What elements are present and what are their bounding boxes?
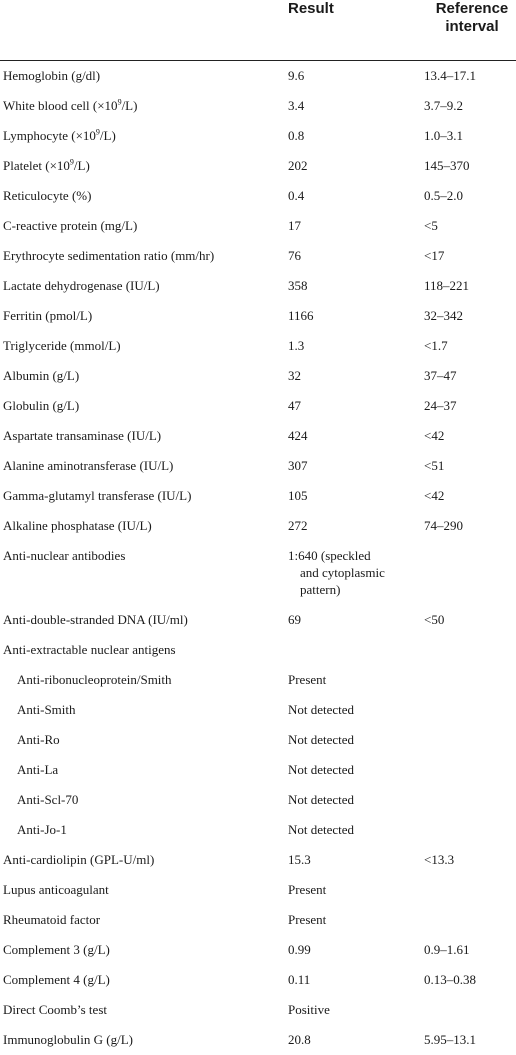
result-cell: Present <box>288 672 327 687</box>
parameter-cell: Anti-nuclear antibodies <box>3 548 126 563</box>
parameter-cell: Anti-La <box>17 762 59 777</box>
table-row <box>0 935 516 965</box>
result-cell: 0.11 <box>288 972 311 987</box>
result-cell: 76 <box>288 248 301 263</box>
result-cell: Not detected <box>288 762 355 777</box>
result-cell: Present <box>288 882 327 897</box>
parameter-cell: Complement 3 (g/L) <box>3 942 110 957</box>
parameter-cell: Immunoglobulin G (g/L) <box>3 1032 133 1047</box>
parameter-cell: Anti-Jo-1 <box>17 822 67 837</box>
table-row <box>0 121 516 151</box>
result-cell: 1.3 <box>288 338 305 353</box>
table-row <box>0 241 516 271</box>
reference-cell: <1.7 <box>424 338 448 353</box>
parameter-cell: Globulin (g/L) <box>3 398 80 413</box>
reference-cell: 74–290 <box>424 518 463 533</box>
parameter-cell: Gamma-glutamyl transferase (IU/L) <box>3 488 192 503</box>
result-cell: 105 <box>288 488 308 503</box>
exponent: 9 <box>69 157 74 167</box>
table-row <box>0 725 516 755</box>
reference-cell: <17 <box>424 248 445 263</box>
exponent: 9 <box>117 97 122 107</box>
table-row <box>0 511 516 541</box>
result-line: pattern) <box>300 582 341 597</box>
result-cell: 272 <box>288 518 308 533</box>
parameter-cell: Albumin (g/L) <box>3 368 80 383</box>
parameter-cell <box>3 121 116 151</box>
table-row <box>0 905 516 935</box>
table-row <box>0 541 516 605</box>
result-cell: 47 <box>288 398 301 413</box>
parameter-cell: Lupus anticoagulant <box>3 882 109 897</box>
parameter-cell: Erythrocyte sedimentation ratio (mm/hr) <box>3 248 215 263</box>
reference-cell: <42 <box>424 488 445 503</box>
parameter-cell: Anti-cardiolipin (GPL-U/ml) <box>3 852 155 867</box>
result-cell: 0.4 <box>288 188 305 203</box>
parameter-cell: Alanine aminotransferase (IU/L) <box>3 458 174 473</box>
table-row <box>0 331 516 361</box>
result-cell: 32 <box>288 368 301 383</box>
parameter-cell: Anti-Smith <box>17 702 76 717</box>
table-header <box>0 0 516 60</box>
result-cell <box>288 541 422 598</box>
reference-cell: 32–342 <box>424 308 463 323</box>
reference-cell: 24–37 <box>424 398 457 413</box>
result-cell: Not detected <box>288 732 355 747</box>
reference-cell: <50 <box>424 612 445 627</box>
parameter-unit: /L) <box>121 98 138 113</box>
reference-cell: 0.9–1.61 <box>424 942 470 957</box>
result-cell: 69 <box>288 612 301 627</box>
result-cell: 0.99 <box>288 942 311 957</box>
result-cell: 9.6 <box>288 68 305 83</box>
exponent: 9 <box>95 127 100 137</box>
reference-cell: 37–47 <box>424 368 457 383</box>
parameter-cell: Triglyceride (mmol/L) <box>3 338 121 353</box>
result-cell: Not detected <box>288 792 355 807</box>
parameter-cell: Complement 4 (g/L) <box>3 972 110 987</box>
table-row <box>0 695 516 725</box>
parameter-cell: Alkaline phosphatase (IU/L) <box>3 518 152 533</box>
table-row <box>0 995 516 1025</box>
table-row <box>0 845 516 875</box>
parameter-cell: Anti-double-stranded DNA (IU/ml) <box>3 612 188 627</box>
table-row <box>0 271 516 301</box>
table-row <box>0 481 516 511</box>
table-body <box>0 61 516 1055</box>
parameter-cell: Ferritin (pmol/L) <box>3 308 93 323</box>
parameter-cell: Anti-Scl-70 <box>17 792 79 807</box>
reference-cell: <13.3 <box>424 852 455 867</box>
result-cell: 1166 <box>288 308 314 323</box>
table-row <box>0 785 516 815</box>
result-cell: Present <box>288 912 327 927</box>
parameter-cell: Reticulocyte (%) <box>3 188 92 203</box>
table-row <box>0 605 516 635</box>
parameter-cell: Anti-ribonucleoprotein/Smith <box>17 672 172 687</box>
table-row <box>0 965 516 995</box>
parameter-cell: Anti-extractable nuclear antigens <box>3 642 176 657</box>
table-row <box>0 361 516 391</box>
result-line: and cytoplasmic <box>300 565 385 580</box>
parameter-cell: Hemoglobin (g/dl) <box>3 68 101 83</box>
table-row <box>0 815 516 845</box>
result-cell: 307 <box>288 458 308 473</box>
reference-cell: 13.4–17.1 <box>424 68 476 83</box>
parameter-cell: Aspartate transaminase (IU/L) <box>3 428 162 443</box>
parameter-cell: Anti-Ro <box>17 732 60 747</box>
reference-cell: 0.5–2.0 <box>424 188 463 203</box>
table-row <box>0 421 516 451</box>
parameter-cell: Lactate dehydrogenase (IU/L) <box>3 278 160 293</box>
table-row <box>0 211 516 241</box>
reference-cell: 3.7–9.2 <box>424 98 463 113</box>
table-row <box>0 665 516 695</box>
parameter-cell: Direct Coomb’s test <box>3 1002 107 1017</box>
reference-cell: 145–370 <box>424 158 470 173</box>
table-row <box>0 61 516 91</box>
table-row <box>0 181 516 211</box>
parameter-text: Platelet (×10 <box>3 158 70 173</box>
result-cell: Not detected <box>288 702 355 717</box>
table-row <box>0 391 516 421</box>
table-row <box>0 151 516 181</box>
table-row <box>0 91 516 121</box>
result-line: 1:640 (speckled <box>288 548 371 563</box>
parameter-text: White blood cell (×10 <box>3 98 118 113</box>
parameter-cell <box>3 151 90 181</box>
reference-cell: <42 <box>424 428 445 443</box>
reference-cell: 118–221 <box>424 278 470 293</box>
result-column-header: Result <box>288 0 334 17</box>
parameter-cell: Rheumatoid factor <box>3 912 101 927</box>
result-cell: Positive <box>288 1002 330 1017</box>
parameter-unit: /L) <box>73 158 90 173</box>
parameter-text: Lymphocyte (×10 <box>3 128 96 143</box>
result-cell: 20.8 <box>288 1032 311 1047</box>
table-row <box>0 1025 516 1055</box>
reference-cell: <5 <box>424 218 438 233</box>
result-cell: 15.3 <box>288 852 311 867</box>
reference-interval-column-header: Reference interval <box>435 0 509 35</box>
result-cell: 202 <box>288 158 308 173</box>
reference-cell: 1.0–3.1 <box>424 128 463 143</box>
table-row <box>0 635 516 665</box>
result-cell: 358 <box>288 278 308 293</box>
reference-cell: 0.13–0.38 <box>424 972 476 987</box>
table-row <box>0 755 516 785</box>
result-cell: 17 <box>288 218 301 233</box>
parameter-unit: /L) <box>99 128 116 143</box>
table-row <box>0 301 516 331</box>
table-row <box>0 451 516 481</box>
result-cell: 424 <box>288 428 308 443</box>
table-row <box>0 875 516 905</box>
reference-cell: <51 <box>424 458 445 473</box>
result-cell: Not detected <box>288 822 355 837</box>
result-cell: 0.8 <box>288 128 305 143</box>
result-cell: 3.4 <box>288 98 305 113</box>
reference-cell: 5.95–13.1 <box>424 1032 476 1047</box>
parameter-cell: C-reactive protein (mg/L) <box>3 218 138 233</box>
parameter-cell <box>3 91 137 121</box>
